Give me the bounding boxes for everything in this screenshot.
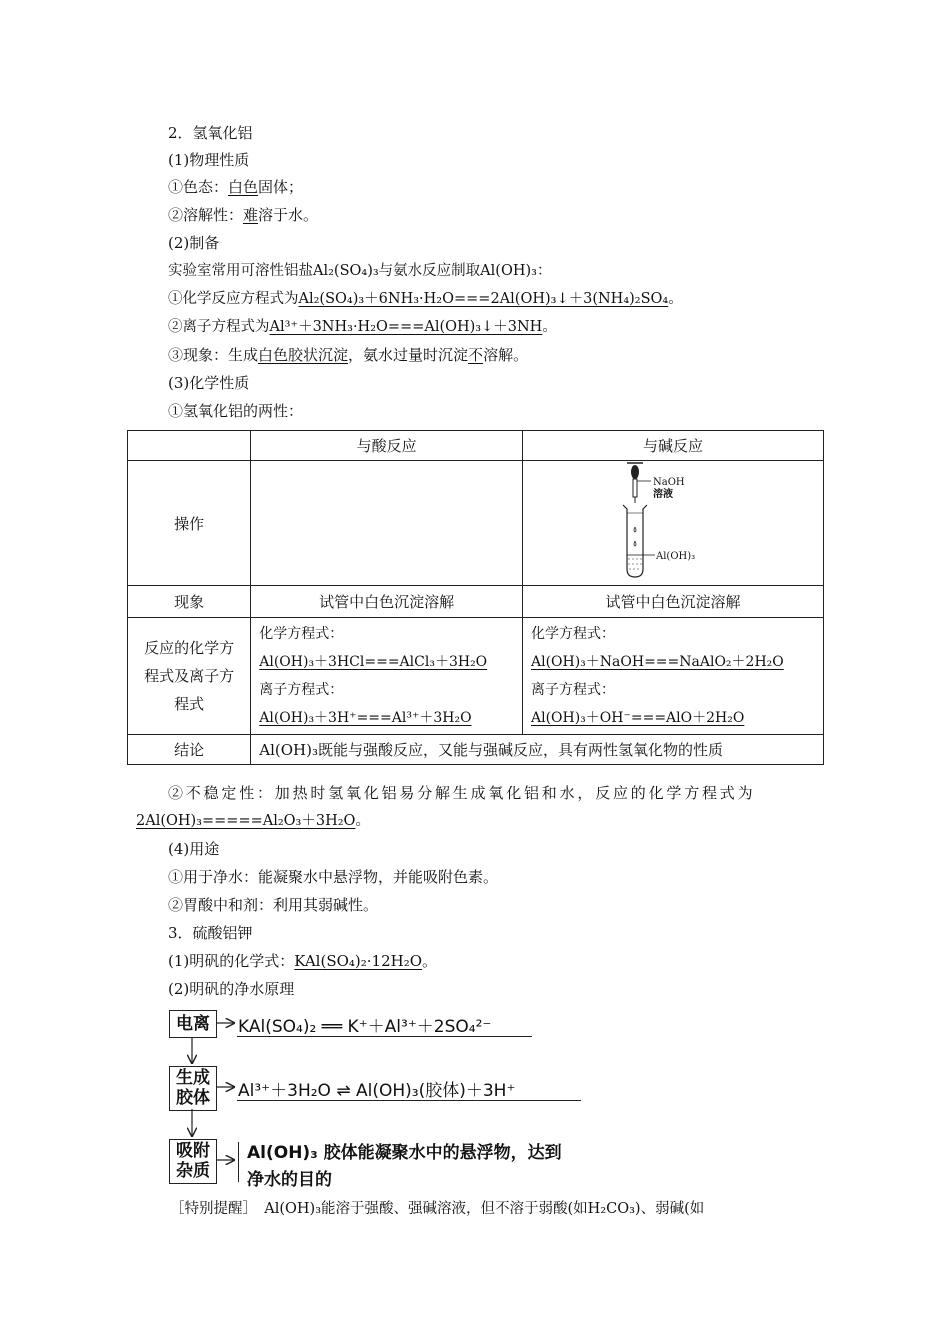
decomposition-equation-line: 2Al(OH)₃=====Al₂O₃＋3H₂O。 [136,813,370,829]
conclusion-label: 结论 [128,735,251,765]
operation-label: 操作 [128,461,251,586]
acid-phenomenon: 试管中白色沉淀溶解 [251,586,523,618]
subheading-physical: (1)物理性质 [168,151,250,169]
chemical-equation-line: ①化学反应方程式为Al₂(SO₄)₃＋6NH₃·H₂O===2Al(OH)₃↓＋3(NH₄)₂SO₄。 [168,291,683,307]
use-purification: ①用于净水：能凝聚水中悬浮物，并能吸附色素。 [168,868,499,886]
ionization-box: 电离 [169,1010,217,1038]
instability-text: ②不稳定性：加热时氢氧化铝易分解生成氧化铝和水，反应的化学方程式为 [168,784,756,802]
equation-label: 反应的化学方程式及离子方程式 [128,618,251,735]
base-phenomenon: 试管中白色沉淀溶解 [522,586,823,618]
section-title-alum: 3．硫酸铝钾 [168,924,253,942]
phenomenon-line: ③现象：生成白色胶状沉淀，氨水过量时沉淀不溶解。 [168,346,529,364]
section-title-aluminum-hydroxide: 2．氢氧化铝 [168,124,253,142]
base-equations: 化学方程式： Al(OH)₃＋NaOH===NaAlO₂＋2H₂O 离子方程式： Al(OH)₃＋OH⁻===AlO＋2H₂O [522,618,823,735]
subheading-chemical: (3)化学性质 [168,374,250,392]
adsorption-box: 吸附 杂质 [169,1139,217,1184]
special-reminder: ［特别提醒］ Al(OH)₃能溶于强酸、强碱溶液，但不溶于弱酸(如H₂CO₃)、弱碱(如 [170,1201,705,1217]
header-acid: 与酸反应 [251,431,523,461]
preparation-text: 实验室常用可溶性铝盐Al₂(SO₄)₃与氨水反应制取Al(OH)₃： [168,263,552,279]
alum-formula-line: (1)明矾的化学式：KAl(SO₄)₂·12H₂O。 [168,952,438,970]
alum-principle-heading: (2)明矾的净水原理 [168,980,295,998]
adsorption-text-1: Al(OH)₃ 胶体能凝聚水中的悬浮物，达到 [247,1143,562,1163]
naoh-label: NaOH [652,477,685,488]
use-antacid: ②胃酸中和剂：利用其弱碱性。 [168,896,379,914]
subheading-uses: (4)用途 [168,840,220,858]
amphoteric-heading: ①氢氧化铝的两性： [168,402,304,420]
conclusion-text: Al(OH)₃既能与强酸反应，又能与强碱反应，具有两性氢氧化物的性质 [251,735,824,765]
ionic-equation-line: ②离子方程式为Al³⁺＋3NH₃·H₂O===Al(OH)₃↓＋3NH。 [168,319,557,335]
ionization-equation: KAl(SO₄)₂ ══ K⁺＋Al³⁺＋2SO₄²⁻ [238,1017,492,1037]
solubility-line: ②溶解性：难溶于水。 [168,206,319,224]
acid-equations: 化学方程式： Al(OH)₃＋3HCl===AlCl₃＋3H₂O 离子方程式： Al(OH)₃＋3H⁺===Al³⁺＋3H₂O [251,618,523,735]
color-state-line: ①色态：白色固体； [168,178,304,196]
phenomenon-label: 现象 [128,586,251,618]
hydrolysis-equation: Al³⁺＋3H₂O ⇌ Al(OH)₃(胶体)＋3H⁺ [238,1081,516,1101]
header-base: 与碱反应 [522,431,823,461]
subheading-preparation: (2)制备 [168,234,220,252]
adsorption-text-2: 净水的目的 [247,1170,332,1190]
solution-label: 溶液 [652,489,673,500]
colloid-box: 生成 胶体 [169,1066,217,1111]
aloh3-label: Al(OH)₃ [655,551,696,562]
